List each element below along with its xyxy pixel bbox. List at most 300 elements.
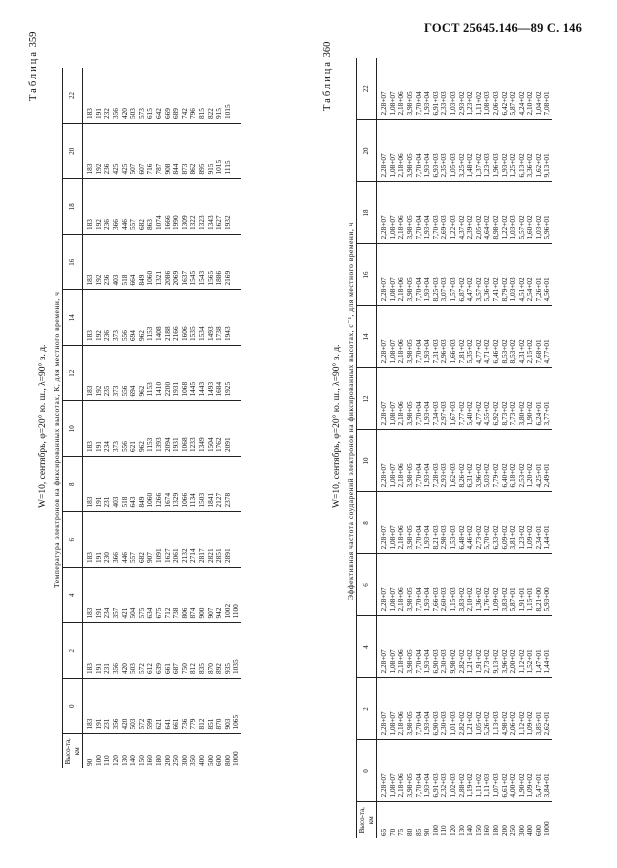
- value-cell: 1932: [224, 179, 233, 235]
- value-cell: 1323: [198, 179, 207, 235]
- hour-column-header: 0: [357, 740, 377, 802]
- value-cell: 2,93+03: [440, 430, 449, 492]
- value-cell: 907: [146, 512, 155, 568]
- value-cell: 599: [146, 679, 155, 735]
- value-cell: 1,05+03: [449, 120, 458, 182]
- value-cell: 503: [129, 623, 138, 679]
- value-cell: 2,60+03: [440, 554, 449, 616]
- value-cell: 6,31+02: [466, 430, 475, 492]
- value-cell: 7,70+04: [415, 492, 424, 554]
- value-cell: 4,46+02: [466, 492, 475, 554]
- value-cell: 1931: [172, 401, 181, 457]
- value-cell: 2069: [172, 235, 181, 291]
- value-cell: 1,09+02: [526, 492, 535, 554]
- height-cell: 350: [188, 755, 198, 766]
- value-cell: 2,18+06: [397, 368, 406, 430]
- value-cell: [232, 290, 241, 346]
- value-cell: 812: [198, 679, 207, 735]
- value-cell: 682: [138, 179, 147, 235]
- value-cell: 874: [189, 568, 198, 624]
- value-cell: 1,25+02: [509, 120, 518, 182]
- value-cell: 1,93+04: [423, 554, 432, 616]
- table-360: [356, 58, 552, 838]
- value-cell: 2,28+07: [377, 678, 389, 740]
- value-cell: 1,93+04: [423, 306, 432, 368]
- value-cell: 4,24+02: [518, 58, 527, 120]
- value-cell: [232, 512, 241, 568]
- value-cell: 675: [155, 568, 164, 624]
- hour-column-header: 20: [63, 124, 83, 180]
- value-cell: 1309: [181, 179, 190, 235]
- hour-column-header: 12: [63, 346, 83, 402]
- value-cell: 1,15+01: [526, 554, 535, 616]
- value-cell: 3,98+05: [406, 244, 415, 306]
- value-cell: 2,88+02: [458, 740, 467, 802]
- value-cell: 1002: [224, 568, 233, 624]
- value-cell: 664: [129, 235, 138, 291]
- value-cell: 5,87+01: [509, 554, 518, 616]
- value-cell: 1,23+02: [518, 492, 527, 554]
- value-cell: 7,08+01: [543, 58, 552, 120]
- value-cell: 518: [121, 235, 130, 291]
- value-cell: 7,70+04: [415, 430, 424, 492]
- value-cell: 3,57+02: [475, 244, 484, 306]
- value-cell: 1,76+02: [483, 554, 492, 616]
- value-cell: 1,22+02: [501, 182, 510, 244]
- value-cell: 2166: [172, 290, 181, 346]
- value-cell: 1,60+02: [526, 182, 535, 244]
- value-cell: 796: [189, 68, 198, 124]
- value-cell: 2,35+03: [440, 120, 449, 182]
- value-cell: 373: [112, 401, 121, 457]
- hour-column-header: 18: [357, 182, 377, 244]
- value-cell: 183: [83, 512, 95, 568]
- value-cell: 403: [112, 457, 121, 513]
- value-cell: 1,48+02: [466, 120, 475, 182]
- value-cell: 935: [224, 623, 233, 679]
- value-cell: 1,36+02: [475, 554, 484, 616]
- value-cell: 1504: [207, 401, 216, 457]
- value-cell: 2714: [189, 512, 198, 568]
- value-cell: 2,53+02: [518, 430, 527, 492]
- value-cell: 3,83+02: [501, 554, 510, 616]
- value-cell: 835: [198, 623, 207, 679]
- value-cell: 1534: [198, 290, 207, 346]
- table-359-subtitle: Температура электронов на фиксированных высотах, К, для местного времени, ч: [52, 291, 61, 588]
- value-cell: 815: [198, 68, 207, 124]
- value-cell: [232, 346, 241, 402]
- value-cell: 2,28+07: [377, 368, 389, 430]
- value-cell: 7,28+03: [432, 430, 441, 492]
- value-cell: 682: [138, 512, 147, 568]
- height-cell: 600: [214, 755, 224, 766]
- value-cell: 1410: [155, 346, 164, 402]
- value-cell: 357: [112, 568, 121, 624]
- value-cell: 236: [103, 235, 112, 291]
- height-cell: 200: [499, 825, 509, 836]
- hour-column-header: 8: [357, 492, 377, 554]
- value-cell: 575: [138, 568, 147, 624]
- value-cell: 1,12+02: [518, 678, 527, 740]
- height-cell: 110: [439, 825, 449, 836]
- value-cell: 192: [95, 235, 104, 291]
- value-cell: 366: [112, 512, 121, 568]
- value-cell: 687: [172, 623, 181, 679]
- value-cell: 556: [121, 290, 130, 346]
- value-cell: 1134: [189, 457, 198, 513]
- value-cell: 712: [164, 568, 173, 624]
- value-cell: 1,07+03: [492, 740, 501, 802]
- height-cell: 250: [508, 825, 518, 836]
- value-cell: 7,81+02: [458, 306, 467, 368]
- value-cell: 873: [181, 124, 190, 180]
- hour-column-header: 10: [357, 430, 377, 492]
- value-cell: 915: [207, 124, 216, 180]
- value-cell: 507: [129, 124, 138, 180]
- value-cell: 1068: [181, 346, 190, 402]
- height-cell: 500: [205, 755, 215, 766]
- height-cell: 90: [85, 758, 95, 766]
- table-360-caption: [322, 42, 333, 111]
- value-cell: 191: [95, 679, 104, 735]
- value-cell: 183: [83, 68, 95, 124]
- hour-column-header: 10: [63, 401, 83, 457]
- block-title: W=10, сентябрь, φ=20° ю. ш., λ=90° з. д.: [38, 344, 48, 508]
- value-cell: 192: [95, 179, 104, 235]
- value-cell: 8,79+02: [501, 244, 510, 306]
- value-cell: 2,28+07: [377, 58, 389, 120]
- value-cell: 1,93+04: [423, 120, 432, 182]
- value-cell: 908: [164, 124, 173, 180]
- value-cell: 1408: [155, 290, 164, 346]
- value-cell: 962: [138, 401, 147, 457]
- value-cell: 1545: [189, 235, 198, 291]
- value-cell: 1,08+07: [389, 616, 398, 678]
- value-cell: 230: [103, 512, 112, 568]
- value-cell: 446: [121, 512, 130, 568]
- value-cell: 7,70+04: [415, 740, 424, 802]
- value-cell: 641: [164, 679, 173, 735]
- value-cell: 2,18+06: [397, 120, 406, 182]
- value-cell: 1606: [181, 290, 190, 346]
- value-cell: 1738: [215, 290, 224, 346]
- value-cell: 3,98+05: [406, 58, 415, 120]
- value-cell: 6,91+03: [432, 740, 441, 802]
- value-cell: 2,28+07: [377, 430, 389, 492]
- value-cell: 7,70+04: [415, 182, 424, 244]
- value-cell: 2,18+06: [397, 430, 406, 492]
- value-cell: 366: [112, 179, 121, 235]
- value-cell: 1066: [181, 457, 190, 513]
- value-cell: 2094: [164, 401, 173, 457]
- value-cell: 1565: [207, 235, 216, 291]
- value-cell: 3,83+02: [458, 554, 467, 616]
- value-cell: 2,15+02: [526, 306, 535, 368]
- height-cell: 160: [482, 825, 492, 836]
- value-cell: 1,67+03: [449, 368, 458, 430]
- value-cell: 8,21+03: [432, 492, 441, 554]
- value-cell: 7,70+04: [415, 368, 424, 430]
- value-cell: 236: [103, 179, 112, 235]
- hour-column-header: 16: [357, 244, 377, 306]
- value-cell: 6,90+03: [432, 678, 441, 740]
- value-cell: 5,93+00: [543, 554, 552, 616]
- value-cell: 5,40+02: [466, 368, 475, 430]
- value-cell: 907: [207, 568, 216, 624]
- hour-column-header: 12: [357, 368, 377, 430]
- value-cell: 1,93+04: [423, 492, 432, 554]
- value-cell: 1,13+03: [492, 678, 501, 740]
- value-cell: 2378: [224, 457, 233, 513]
- value-cell: 1,53+03: [449, 492, 458, 554]
- height-cell: 150: [473, 825, 483, 836]
- value-cell: 1666: [164, 179, 173, 235]
- value-cell: 425: [112, 124, 121, 180]
- value-cell: 962: [138, 290, 147, 346]
- table-360-caption-number: 360: [322, 41, 333, 58]
- value-cell: 1,57+03: [449, 244, 458, 306]
- height-cell: 200: [162, 755, 172, 766]
- value-cell: 2,39+02: [466, 182, 475, 244]
- value-cell: 6,40+02: [501, 430, 510, 492]
- value-cell: 2061: [172, 512, 181, 568]
- hour-column-header: 6: [357, 554, 377, 616]
- value-cell: 6,91+03: [432, 58, 441, 120]
- value-cell: 787: [155, 124, 164, 180]
- value-cell: 2,28+07: [377, 616, 389, 678]
- value-cell: 895: [198, 124, 207, 180]
- value-cell: 503: [129, 68, 138, 124]
- value-cell: 1,44+01: [543, 492, 552, 554]
- value-cell: 183: [83, 457, 95, 513]
- value-cell: 1035: [232, 623, 241, 679]
- value-cell: 420: [121, 68, 130, 124]
- value-cell: 557: [129, 512, 138, 568]
- value-cell: 1841: [207, 457, 216, 513]
- value-cell: 2,73+02: [475, 492, 484, 554]
- value-cell: 1,90+02: [526, 368, 535, 430]
- value-cell: 1,09+02: [492, 554, 501, 616]
- value-cell: 736: [181, 679, 190, 735]
- value-cell: 2,62+01: [543, 678, 552, 740]
- value-cell: 1,93+04: [423, 616, 432, 678]
- value-cell: 2091: [224, 401, 233, 457]
- value-cell: 9,98+02: [449, 616, 458, 678]
- value-cell: 192: [95, 290, 104, 346]
- value-cell: 1153: [146, 346, 155, 402]
- value-cell: 2,06+03: [492, 58, 501, 120]
- value-cell: 4,64+02: [483, 182, 492, 244]
- value-cell: 3,25+02: [458, 120, 467, 182]
- value-cell: 1,09+02: [526, 740, 535, 802]
- value-cell: 7,70+04: [415, 120, 424, 182]
- value-cell: 2,30+03: [440, 678, 449, 740]
- hour-column-header: 16: [63, 235, 83, 291]
- value-cell: 2,18+06: [397, 58, 406, 120]
- hour-column-header: 4: [63, 568, 83, 624]
- value-cell: 639: [155, 623, 164, 679]
- value-cell: 373: [112, 346, 121, 402]
- value-cell: 191: [95, 623, 104, 679]
- value-cell: [232, 124, 241, 180]
- value-cell: 6,93+03: [432, 120, 441, 182]
- value-cell: 643: [129, 457, 138, 513]
- hour-column-header: 14: [357, 306, 377, 368]
- value-cell: 1321: [155, 235, 164, 291]
- value-cell: 3,98+05: [406, 120, 415, 182]
- height-cell: 180: [153, 755, 163, 766]
- table-359-caption-number: 359: [28, 31, 39, 48]
- value-cell: 669: [164, 68, 173, 124]
- value-cell: 504: [129, 568, 138, 624]
- height-cell: 120: [110, 755, 120, 766]
- value-cell: 2,30+03: [440, 616, 449, 678]
- value-cell: 356: [112, 679, 121, 735]
- value-cell: 1115: [224, 124, 233, 180]
- value-cell: 4,71+02: [483, 306, 492, 368]
- hour-column-header: 14: [63, 290, 83, 346]
- value-cell: 900: [198, 568, 207, 624]
- value-cell: 1,08+03: [483, 58, 492, 120]
- value-cell: 7,70+04: [415, 554, 424, 616]
- value-cell: 183: [83, 679, 95, 735]
- value-cell: 1,52+01: [526, 616, 535, 678]
- height-cell: 400: [196, 755, 206, 766]
- value-cell: 1153: [146, 290, 155, 346]
- value-cell: 2,34+01: [535, 492, 544, 554]
- value-cell: 7,66+03: [432, 554, 441, 616]
- value-cell: 750: [181, 623, 190, 679]
- value-cell: 1,93+04: [423, 58, 432, 120]
- value-cell: 3,84+01: [543, 740, 552, 802]
- value-cell: 9,13+01: [543, 120, 552, 182]
- value-cell: 3,96+02: [501, 616, 510, 678]
- value-cell: 2,10+02: [526, 58, 535, 120]
- value-cell: 1,03+03: [509, 244, 518, 306]
- value-cell: 870: [207, 623, 216, 679]
- height-cell: 300: [179, 755, 189, 766]
- value-cell: 6,92+02: [492, 368, 501, 430]
- height-cell: 100: [93, 755, 103, 766]
- value-cell: 621: [155, 679, 164, 735]
- value-cell: 7,31+03: [432, 306, 441, 368]
- value-cell: 1,09+02: [526, 678, 535, 740]
- value-cell: 2,10+02: [466, 554, 475, 616]
- value-cell: 4,51+02: [518, 244, 527, 306]
- value-cell: 425: [121, 124, 130, 180]
- hour-column-header: 4: [357, 616, 377, 678]
- value-cell: 3,98+05: [406, 182, 415, 244]
- value-cell: 1,11+02: [475, 740, 484, 802]
- value-cell: 1,91+01: [518, 554, 527, 616]
- hour-column-header: 0: [63, 679, 83, 735]
- value-cell: 2,18+06: [397, 244, 406, 306]
- value-cell: 6,46+02: [492, 306, 501, 368]
- value-cell: 7,79+02: [492, 430, 501, 492]
- value-cell: 4,77+02: [475, 368, 484, 430]
- value-cell: 2,82+02: [458, 616, 467, 678]
- value-cell: 556: [121, 401, 130, 457]
- value-cell: 1,04+02: [535, 58, 544, 120]
- value-cell: 1,12+02: [518, 616, 527, 678]
- height-cell: 120: [447, 825, 457, 836]
- value-cell: 5,96+01: [543, 182, 552, 244]
- value-cell: 2,69+03: [440, 182, 449, 244]
- value-cell: 1,03+03: [449, 58, 458, 120]
- value-cell: 1,11+03: [483, 740, 492, 802]
- value-cell: 1,11+02: [475, 58, 484, 120]
- value-cell: 1493: [207, 346, 216, 402]
- value-cell: 1443: [198, 346, 207, 402]
- value-cell: 1,62+03: [449, 430, 458, 492]
- value-cell: 1,93+04: [423, 678, 432, 740]
- value-cell: 7,70+04: [415, 616, 424, 678]
- height-cell: 1000: [542, 821, 552, 836]
- value-cell: 1,23+03: [483, 120, 492, 182]
- hour-column-header: 6: [63, 512, 83, 568]
- value-cell: 3,98+05: [406, 554, 415, 616]
- value-cell: 1074: [155, 179, 164, 235]
- table-row: [232, 68, 241, 768]
- value-cell: 191: [95, 512, 104, 568]
- value-cell: 4,47+02: [466, 244, 475, 306]
- value-cell: 689: [172, 68, 181, 124]
- value-cell: 1,08+07: [389, 554, 398, 616]
- value-cell: 1393: [155, 401, 164, 457]
- value-cell: 2,82+02: [458, 678, 467, 740]
- height-cell: 70: [387, 828, 397, 836]
- value-cell: 892: [215, 623, 224, 679]
- value-cell: 356: [112, 68, 121, 124]
- value-cell: 1,02+03: [449, 740, 458, 802]
- height-column-header: Высо-та, км: [357, 802, 377, 838]
- value-cell: 3,98+05: [406, 368, 415, 430]
- value-cell: 518: [121, 457, 130, 513]
- value-cell: 5,47+01: [535, 740, 544, 802]
- value-cell: 1925: [224, 346, 233, 402]
- value-cell: 4,56+01: [543, 244, 552, 306]
- height-cell: 1000: [231, 751, 241, 766]
- value-cell: 3,96+02: [475, 430, 484, 492]
- value-cell: 2891: [224, 512, 233, 568]
- value-cell: 3,81+02: [509, 492, 518, 554]
- value-cell: 557: [129, 179, 138, 235]
- value-cell: 1,93+04: [423, 430, 432, 492]
- value-cell: 1,90+02: [518, 740, 527, 802]
- value-cell: 191: [95, 401, 104, 457]
- value-cell: 2,98+03: [440, 492, 449, 554]
- value-cell: 2,06+02: [509, 678, 518, 740]
- value-cell: 844: [172, 124, 181, 180]
- value-cell: 2086: [164, 235, 173, 291]
- value-cell: 192: [95, 124, 104, 180]
- height-cell: 600: [533, 825, 543, 836]
- value-cell: 4,77+01: [543, 306, 552, 368]
- value-cell: 573: [138, 68, 147, 124]
- value-cell: 503: [129, 679, 138, 735]
- value-cell: 572: [138, 623, 147, 679]
- value-cell: 7,70+04: [415, 678, 424, 740]
- value-cell: 4,55+02: [483, 368, 492, 430]
- value-cell: 1,93+04: [423, 368, 432, 430]
- value-cell: 4,31+02: [518, 306, 527, 368]
- value-cell: 1060: [146, 457, 155, 513]
- value-cell: [232, 235, 241, 291]
- value-cell: 3,85+01: [535, 678, 544, 740]
- height-cell: 400: [525, 825, 535, 836]
- value-cell: 1,21+02: [466, 678, 475, 740]
- value-cell: 806: [181, 568, 190, 624]
